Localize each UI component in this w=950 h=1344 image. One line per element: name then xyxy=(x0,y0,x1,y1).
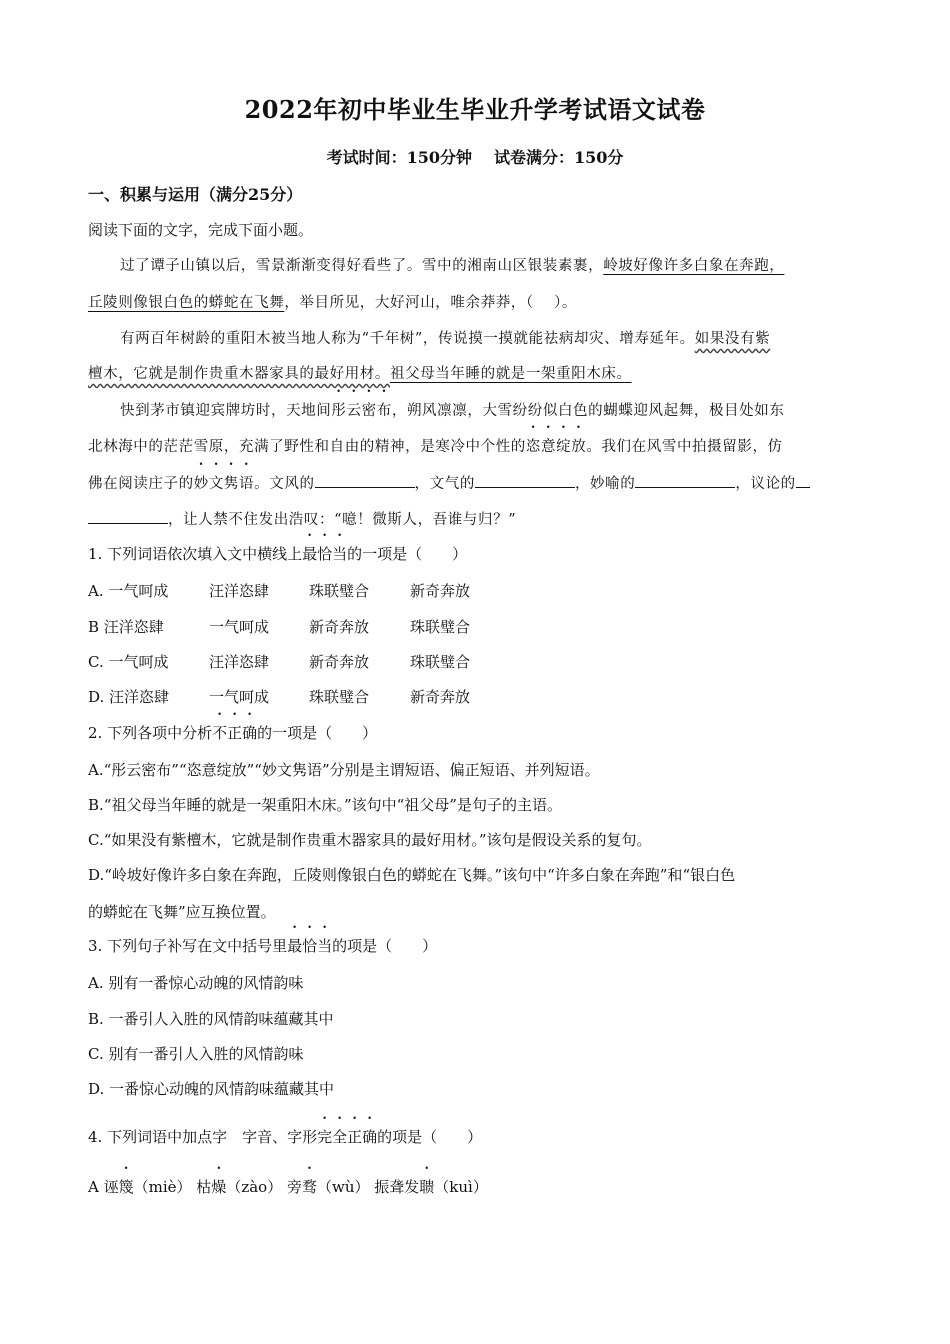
question-1-stem: 1. 下列词语依次填入文中横线上最恰当的一项是（ ） xyxy=(88,545,468,563)
question-3-option-b[interactable]: B. 一番引人入胜的风情韵味蕴藏其中 xyxy=(88,1010,334,1028)
passage-line: 过了谭子山镇以后，雪景渐渐变得好看些了。雪中的湘南山区银装素裹，岭坡好像许多白象在奔跑， xyxy=(120,258,785,274)
question-1-option-c[interactable]: C. 一气呵成 汪洋恣肆 新奇奔放 珠联璧合 xyxy=(88,653,471,671)
full-score: 试卷满分：150分 xyxy=(494,148,624,167)
passage-line: 有两百年树龄的重阳木被当地人称为“千年树”，传说摸一摸就能祛病却灾、增寿延年。如果没有紫 xyxy=(120,331,771,347)
question-2-option-b[interactable]: B.“祖父母当年睡的就是一架重阳木床。”该句中“祖父母”是句子的主语。 xyxy=(88,796,562,814)
fill-blank[interactable] xyxy=(88,509,168,524)
emphasis-dots: 不正确 xyxy=(212,724,258,742)
question-2-option-d-cont: 的蟒蛇在飞舞”应互换位置。 xyxy=(88,903,276,921)
question-1-option-b[interactable]: B 汪洋恣肆 一气呵成 新奇奔放 珠联璧合 xyxy=(88,618,471,636)
passage-line: 快到茅市镇迎宾牌坊时，天地间彤云密布，朔风凛凛，大雪纷纷似白色的蝴蝶迎风起舞，极目处如东 xyxy=(120,403,785,419)
question-4-option-a[interactable]: A 诬篾（miè） 枯燥（zào） 旁骛（wù） 振聋发聩（kuì） xyxy=(88,1178,488,1196)
fill-blank[interactable] xyxy=(635,473,735,488)
dotted-char: 骛 xyxy=(301,1178,317,1196)
underlined-sentence: 丘陵则像银白色的蟒蛇在飞舞 xyxy=(88,295,285,311)
instruction: 阅读下面的文字，完成下面小题。 xyxy=(88,221,314,239)
question-1-option-d[interactable]: D. 汪洋恣肆 一气呵成 珠联璧合 新奇奔放 xyxy=(88,688,471,706)
dotted-phrase: 彤云密布 xyxy=(331,403,392,419)
underlined-sentence: 祖父母当年睡的就是一架重阳木床。 xyxy=(390,366,632,382)
question-2-stem: 2. 下列各项中分析不正确的一项是（ ） xyxy=(88,724,378,742)
fill-blank[interactable] xyxy=(475,473,575,488)
wavy-sentence: 檀木，它就是制作贵重木器家具的最好用材。 xyxy=(88,366,390,382)
fill-blank[interactable] xyxy=(796,473,810,488)
page-title: 2022年初中毕业生毕业升学考试语文试卷 xyxy=(244,95,706,124)
passage-line: 北林海中的茫茫雪原，充满了野性和自由的精神，是寒冷中个性的恣意绽放。我们在风雪中拍摄留影，仿 xyxy=(88,439,783,455)
passage-line: 佛在阅读庄子的妙文隽语。文风的 ，文气的 ，妙喻的 ，议论的 xyxy=(88,472,863,493)
dotted-phrase: 恣意绽放 xyxy=(525,439,587,455)
underlined-sentence: 岭坡好像许多白象在奔跑， xyxy=(603,258,785,274)
question-4-stem: 4. 下列词语中加点字 字音、字形完全正确的项是（ ） xyxy=(88,1128,483,1146)
dotted-char: 聩 xyxy=(419,1178,435,1196)
passage-line: ，让人禁不住发出浩叹：“噫！微斯人，吾谁与归？” xyxy=(88,508,863,529)
emphasis-dots: 完全正确 xyxy=(317,1128,378,1146)
question-2-option-a[interactable]: A.“彤云密布”“恣意绽放”“妙文隽语”分别是主谓短语、偏正短语、并列短语。 xyxy=(88,761,600,779)
section-heading: 一、积累与运用（满分25分） xyxy=(88,185,303,204)
dotted-char: 篾 xyxy=(118,1178,134,1196)
question-2-option-c[interactable]: C.“如果没有紫檀木，它就是制作贵重木器家具的最好用材。”该句是假设关系的复句。 xyxy=(88,831,652,849)
emphasis-dots: 最恰当 xyxy=(287,937,333,955)
question-3-stem: 3. 下列句子补写在文中括号里最恰当的项是（ ） xyxy=(88,937,438,955)
dotted-phrase: 妙文隽语 xyxy=(193,476,255,492)
wavy-sentence: 如果没有紫 xyxy=(694,331,771,347)
exam-time: 考试时间：150分钟 xyxy=(326,148,472,167)
question-1-option-a[interactable]: A. 一气呵成 汪洋恣肆 珠联璧合 新奇奔放 xyxy=(88,582,471,600)
question-3-option-c[interactable]: C. 别有一番引人入胜的风情韵味 xyxy=(88,1045,304,1063)
fill-blank[interactable] xyxy=(315,473,415,488)
exam-info xyxy=(0,145,950,168)
emphasis-dots: 最恰当 xyxy=(302,545,348,563)
question-2-option-d[interactable]: D.“岭坡好像许多白象在奔跑，丘陵则像银白色的蟒蛇在飞舞。”该句中“许多白象在奔跑”和“银白色 xyxy=(88,866,736,884)
passage-line: 丘陵则像银白色的蟒蛇在飞舞，举目所见，大好河山，唯余莽莽，（ ）。 xyxy=(88,295,578,311)
dotted-char: 燥 xyxy=(211,1178,227,1196)
passage-line xyxy=(88,362,863,383)
question-3-option-d[interactable]: D. 一番惊心动魄的风情韵味蕴藏其中 xyxy=(88,1080,335,1098)
question-3-option-a[interactable]: A. 别有一番惊心动魄的风情韵味 xyxy=(88,974,304,992)
